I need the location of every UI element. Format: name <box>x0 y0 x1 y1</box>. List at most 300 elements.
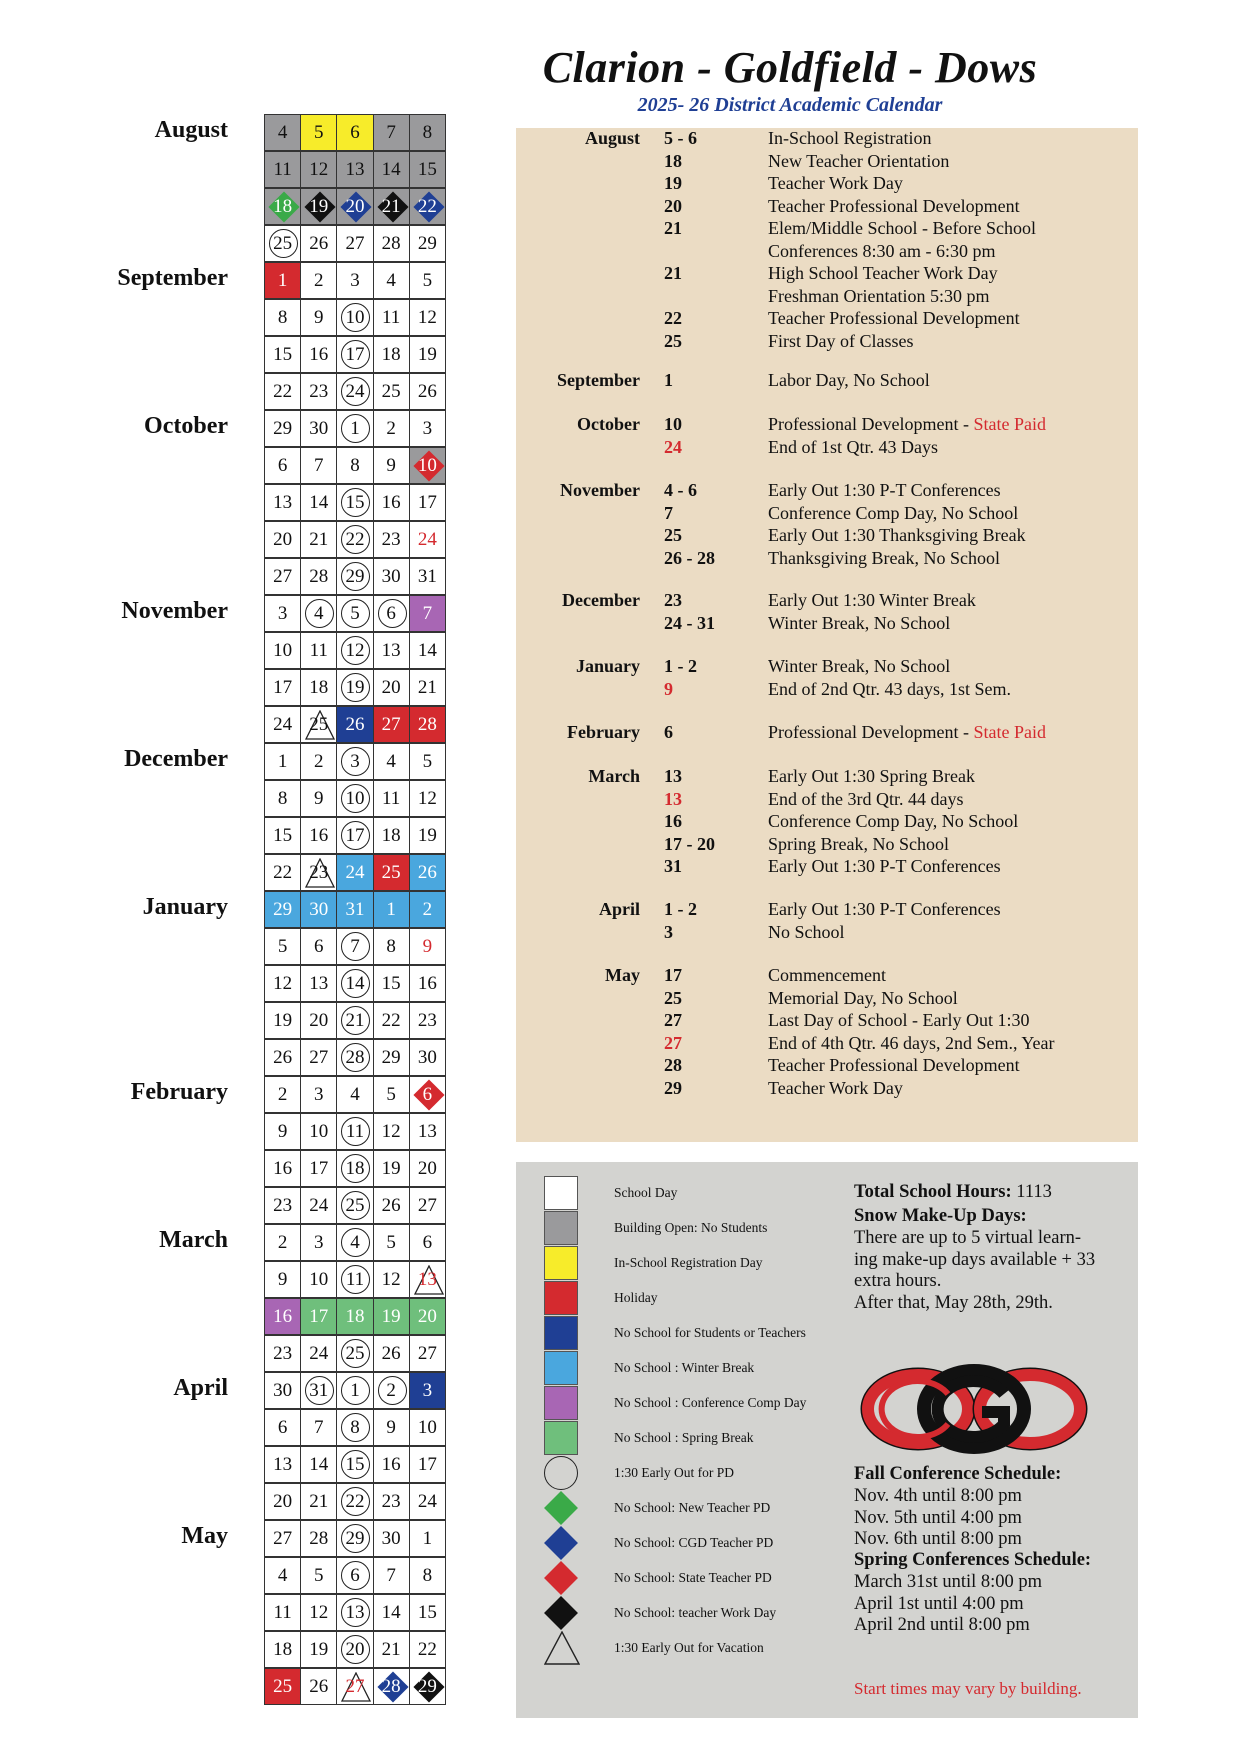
day-number: 15 <box>273 343 293 365</box>
day-number: 12 <box>381 1268 401 1290</box>
day-number: 1 <box>350 417 360 439</box>
calendar-day <box>336 743 373 780</box>
calendar-day <box>300 1594 337 1631</box>
day-number: 7 <box>386 121 396 143</box>
event-date: 19 <box>664 173 682 193</box>
day-number: 12 <box>381 1120 401 1142</box>
day-number: 19 <box>345 676 365 698</box>
calendar-week <box>264 1446 450 1483</box>
day-number: 25 <box>381 861 401 883</box>
legend-item-teacher-work-day <box>544 1596 844 1630</box>
calendar-day <box>300 1002 337 1039</box>
day-number: 3 <box>277 602 288 624</box>
day-number: 8 <box>350 454 360 476</box>
month-label-april: April <box>173 1375 228 1401</box>
calendar-week <box>264 780 450 817</box>
day-number: 3 <box>422 1379 433 1401</box>
event-group-april <box>516 899 1138 944</box>
event-date: 1 - 2 <box>664 899 697 919</box>
calendar-day <box>336 188 373 225</box>
event-text: Early Out 1:30 Winter Break <box>768 590 976 610</box>
calendar-day <box>373 780 410 817</box>
legend-item-conference-comp-day <box>544 1386 844 1420</box>
fall-text <box>854 1486 1022 1551</box>
calendar-week <box>264 151 450 188</box>
calendar-day <box>336 558 373 595</box>
calendar-day <box>409 1483 446 1520</box>
calendar-day <box>300 521 337 558</box>
day-number: 1 <box>277 750 288 772</box>
day-number: 11 <box>345 1268 365 1290</box>
calendar-day <box>264 1372 301 1409</box>
day-number: 29 <box>417 232 437 254</box>
day-number: 31 <box>417 565 437 587</box>
legend-item-early-out-pd <box>544 1456 844 1490</box>
calendar-day <box>409 151 446 188</box>
total-hours <box>854 1182 1052 1203</box>
event-row <box>516 722 1138 745</box>
calendar-day <box>373 299 410 336</box>
event-month: April <box>598 899 640 919</box>
calendar-week <box>264 595 450 632</box>
color-swatch <box>544 1421 578 1455</box>
day-number: 27 <box>345 232 365 254</box>
calendar-day <box>336 410 373 447</box>
calendar-day <box>264 188 301 225</box>
day-number: 19 <box>273 1009 293 1031</box>
event-date: 22 <box>664 308 682 328</box>
event-date: 27 <box>664 1032 682 1053</box>
day-number: 12 <box>309 1601 329 1623</box>
day-number: 17 <box>417 491 437 513</box>
calendar-day <box>264 1668 301 1705</box>
fall-line: Nov. 4th until 8:00 pm <box>854 1486 1022 1506</box>
calendar-day <box>264 521 301 558</box>
day-number: 31 <box>345 898 365 920</box>
calendar-day <box>373 1372 410 1409</box>
calendar-day <box>373 1224 410 1261</box>
legend-label: School Day <box>614 1185 678 1200</box>
day-number: 16 <box>309 343 329 365</box>
legend-item-school-day <box>544 1176 844 1210</box>
day-number: 17 <box>345 824 365 846</box>
fall-line: Nov. 5th until 4:00 pm <box>854 1507 1022 1528</box>
calendar-day <box>336 1224 373 1261</box>
calendar-day <box>300 1039 337 1076</box>
event-description <box>768 437 938 458</box>
calendar-day <box>336 373 373 410</box>
calendar-day <box>336 928 373 965</box>
state-paid-note: State Paid <box>973 414 1046 434</box>
calendar-week <box>264 299 450 336</box>
color-swatch <box>544 1281 578 1315</box>
calendar-week <box>264 1483 450 1520</box>
event-description <box>768 241 995 262</box>
calendar-day <box>264 743 301 780</box>
event-row <box>516 899 1138 922</box>
event-text: Teacher Professional Development <box>768 308 1020 328</box>
day-number: 9 <box>277 1268 288 1290</box>
calendar-day <box>300 1261 337 1298</box>
day-number: 5 <box>422 750 433 772</box>
day-number: 29 <box>345 1527 365 1549</box>
event-text: End of 4th Qtr. 46 days, 2nd Sem., Year <box>768 1032 1055 1053</box>
spring-title-text: Spring Conferences Schedule: <box>854 1550 1092 1570</box>
snow-line: ing make-up days available + 33 <box>854 1249 1096 1270</box>
day-number: 24 <box>309 1342 329 1364</box>
event-text: Early Out 1:30 P-T Conferences <box>768 856 1001 876</box>
calendar-week <box>264 1372 450 1409</box>
day-number: 30 <box>417 1046 437 1068</box>
calendar-week <box>264 891 450 928</box>
day-number: 17 <box>273 676 293 698</box>
calendar-day <box>300 447 337 484</box>
calendar-week <box>264 1557 450 1594</box>
diamond-icon <box>544 1526 578 1560</box>
day-number: 8 <box>277 306 288 328</box>
day-number: 12 <box>309 158 329 180</box>
calendar-day <box>373 965 410 1002</box>
day-number: 26 <box>381 1342 401 1364</box>
calendar-day <box>409 1668 446 1705</box>
event-text: Winter Break, No School <box>768 612 951 633</box>
calendar-day <box>373 1409 410 1446</box>
calendar-day <box>300 1150 337 1187</box>
calendar-week <box>264 114 450 151</box>
day-number: 25 <box>345 1194 365 1216</box>
calendar-day <box>264 410 301 447</box>
event-description <box>768 789 963 810</box>
day-number: 4 <box>386 269 396 291</box>
day-number: 8 <box>277 787 288 809</box>
day-number: 13 <box>417 1120 437 1142</box>
day-number: 30 <box>309 417 329 439</box>
event-date: 24 <box>664 436 682 457</box>
event-description <box>768 128 931 149</box>
event-text: Early Out 1:30 Spring Break <box>768 766 975 786</box>
day-number: 4 <box>314 602 324 624</box>
calendar-day <box>336 1372 373 1409</box>
event-text: Teacher Work Day <box>768 1077 903 1098</box>
day-number: 8 <box>350 1416 360 1438</box>
event-text: Conference Comp Day, No School <box>768 811 1019 831</box>
day-number: 25 <box>381 380 401 402</box>
calendar-day <box>300 706 337 743</box>
event-date: 1 <box>664 370 673 390</box>
calendar-day <box>409 817 446 854</box>
cgd-logo <box>854 1354 1094 1464</box>
calendar-week <box>264 965 450 1002</box>
legend-item-registration-day <box>544 1246 844 1280</box>
month-label-august: August <box>154 117 228 143</box>
event-date: 10 <box>664 414 682 434</box>
calendar-day <box>409 1113 446 1150</box>
calendar-day <box>264 114 301 151</box>
calendar-day <box>300 114 337 151</box>
calendar-day <box>264 1224 301 1261</box>
calendar-day <box>373 558 410 595</box>
calendar-day <box>409 1409 446 1446</box>
day-number: 10 <box>273 639 293 661</box>
total-hours-value: 1113 <box>1011 1182 1052 1202</box>
day-number: 17 <box>417 1453 437 1475</box>
day-number: 6 <box>386 602 396 624</box>
color-swatch <box>544 1211 578 1245</box>
calendar-day <box>336 151 373 188</box>
calendar-day <box>336 1187 373 1224</box>
day-number: 25 <box>345 1342 365 1364</box>
calendar-day <box>300 225 337 262</box>
legend-label: No School : Spring Break <box>614 1430 754 1445</box>
calendar-week <box>264 1113 450 1150</box>
calendar-day <box>300 854 337 891</box>
event-month: March <box>588 766 640 786</box>
calendar-day <box>409 928 446 965</box>
event-description <box>768 480 1001 501</box>
day-number: 10 <box>417 454 437 476</box>
day-number: 20 <box>345 195 365 217</box>
calendar-day <box>264 1298 301 1335</box>
calendar-day <box>409 1150 446 1187</box>
event-date: 25 <box>664 987 682 1008</box>
event-row <box>516 1078 1138 1101</box>
day-number: 31 <box>309 1379 329 1401</box>
calendar-week <box>264 373 450 410</box>
event-description <box>768 856 1001 877</box>
day-number: 28 <box>381 232 401 254</box>
calendar-week <box>264 1187 450 1224</box>
event-text: No School <box>768 921 845 942</box>
day-number: 5 <box>422 269 433 291</box>
day-number: 23 <box>273 1342 293 1364</box>
calendar-day <box>336 1150 373 1187</box>
day-number: 12 <box>345 639 365 661</box>
calendar-day <box>300 336 337 373</box>
event-row <box>516 480 1138 503</box>
day-number: 22 <box>345 1490 365 1512</box>
day-number: 10 <box>309 1268 329 1290</box>
calendar-day <box>300 1076 337 1113</box>
event-description <box>768 173 903 194</box>
day-number: 14 <box>309 1453 329 1475</box>
calendar-day <box>373 706 410 743</box>
day-number: 29 <box>381 1046 401 1068</box>
snow-text <box>854 1228 1095 1314</box>
calendar-day <box>300 928 337 965</box>
legend-label: Holiday <box>614 1290 658 1305</box>
day-number: 22 <box>273 380 293 402</box>
calendar-week <box>264 632 450 669</box>
event-text: In-School Registration <box>768 128 932 148</box>
event-text: End of the 3rd Qtr. 44 days <box>768 788 964 809</box>
calendar-week <box>264 1409 450 1446</box>
calendar-day <box>336 1668 373 1705</box>
day-number: 18 <box>273 1638 293 1660</box>
event-group-september <box>516 370 1138 393</box>
calendar-day <box>373 632 410 669</box>
diamond-icon <box>544 1596 578 1630</box>
event-text: Professional Development - <box>768 414 974 434</box>
calendar-day <box>409 1594 446 1631</box>
calendar-day <box>264 595 301 632</box>
calendar-day <box>373 1631 410 1668</box>
calendar-day <box>373 1483 410 1520</box>
day-number: 27 <box>417 1194 437 1216</box>
calendar-day <box>264 1150 301 1187</box>
day-number: 24 <box>309 1194 329 1216</box>
calendar-day <box>409 1261 446 1298</box>
day-number: 22 <box>417 195 437 217</box>
calendar-day <box>264 780 301 817</box>
event-row <box>516 1033 1138 1056</box>
legend-item-state-teacher-pd <box>544 1561 844 1595</box>
event-date: 9 <box>664 678 673 699</box>
event-description <box>768 1010 1029 1031</box>
day-number: 22 <box>345 528 365 550</box>
event-text: Conference Comp Day, No School <box>768 502 1019 523</box>
circle-icon <box>544 1456 578 1490</box>
diamond-icon <box>544 1561 578 1595</box>
day-number: 5 <box>314 1564 324 1586</box>
day-number: 15 <box>381 972 401 994</box>
calendar-day <box>264 706 301 743</box>
calendar-day <box>336 484 373 521</box>
month-label-may: May <box>181 1523 228 1549</box>
day-number: 10 <box>345 787 365 809</box>
event-description <box>768 263 998 284</box>
event-row <box>516 173 1138 196</box>
event-month: February <box>567 722 640 742</box>
event-description <box>768 811 1018 832</box>
calendar-day <box>300 1483 337 1520</box>
snow-title-text: Snow Make-Up Days: <box>854 1206 1027 1226</box>
day-number: 5 <box>350 602 360 624</box>
event-group-march <box>516 766 1138 879</box>
calendar-week <box>264 447 450 484</box>
day-number: 27 <box>417 1342 437 1364</box>
event-month: May <box>605 965 640 985</box>
calendar-day <box>336 447 373 484</box>
event-row <box>516 656 1138 679</box>
day-number: 14 <box>417 639 437 661</box>
day-number: 27 <box>345 1675 365 1697</box>
day-number: 30 <box>273 1379 293 1401</box>
day-number: 29 <box>273 898 293 920</box>
calendar-week <box>264 1261 450 1298</box>
event-text: First Day of Classes <box>768 330 914 351</box>
event-row <box>516 988 1138 1011</box>
event-text: End of 2nd Qtr. 43 days, 1st Sem. <box>768 678 1011 699</box>
day-number: 26 <box>381 1194 401 1216</box>
event-row <box>516 1055 1138 1078</box>
event-row <box>516 548 1138 571</box>
event-date: 17 <box>664 965 682 985</box>
calendar-day <box>336 632 373 669</box>
event-row <box>516 196 1138 219</box>
event-row <box>516 308 1138 331</box>
triangle-icon <box>544 1631 580 1665</box>
calendar-day <box>264 632 301 669</box>
day-number: 5 <box>386 1231 396 1253</box>
month-label-september: September <box>117 265 228 291</box>
day-number: 26 <box>273 1046 293 1068</box>
calendar-week <box>264 1520 450 1557</box>
day-number: 7 <box>314 1416 324 1438</box>
calendar-day <box>373 1446 410 1483</box>
event-text: New Teacher Orientation <box>768 150 950 171</box>
event-row <box>516 151 1138 174</box>
calendar-day <box>300 632 337 669</box>
calendar-day <box>336 1335 373 1372</box>
event-text: Memorial Day, No School <box>768 987 958 1008</box>
calendar-day <box>409 373 446 410</box>
calendar-day <box>264 1483 301 1520</box>
day-number: 5 <box>314 121 324 143</box>
event-date: 4 - 6 <box>664 480 697 500</box>
calendar-week <box>264 558 450 595</box>
event-row <box>516 263 1138 286</box>
event-row <box>516 834 1138 857</box>
calendar-day <box>409 1187 446 1224</box>
calendar-day <box>264 484 301 521</box>
day-number: 16 <box>273 1157 293 1179</box>
day-number: 7 <box>422 602 433 624</box>
event-description <box>768 196 1020 217</box>
calendar-day <box>409 1076 446 1113</box>
day-number: 3 <box>350 750 360 772</box>
calendar-week <box>264 1298 450 1335</box>
day-number: 14 <box>381 1601 401 1623</box>
calendar-day <box>264 1076 301 1113</box>
calendar-day <box>373 1261 410 1298</box>
calendar-week <box>264 188 450 225</box>
day-number: 10 <box>417 1416 437 1438</box>
day-number: 6 <box>314 935 324 957</box>
day-number: 24 <box>417 528 437 550</box>
calendar-day <box>373 1039 410 1076</box>
day-number: 24 <box>417 1490 437 1512</box>
day-number: 5 <box>386 1083 396 1105</box>
calendar-day <box>264 1594 301 1631</box>
event-text: Labor Day, No School <box>768 370 930 390</box>
day-number: 10 <box>309 1120 329 1142</box>
day-number: 24 <box>345 861 365 883</box>
day-number: 2 <box>314 750 324 772</box>
event-row <box>516 613 1138 636</box>
event-text: Early Out 1:30 P-T Conferences <box>768 899 1001 919</box>
day-number: 16 <box>417 972 437 994</box>
calendar-day <box>300 817 337 854</box>
day-number: 24 <box>345 380 365 402</box>
day-number: 20 <box>273 1490 293 1512</box>
calendar-day <box>300 1372 337 1409</box>
event-description <box>768 965 886 986</box>
event-description <box>768 331 914 352</box>
calendar-day <box>264 336 301 373</box>
day-number: 12 <box>417 787 437 809</box>
calendar-week <box>264 521 450 558</box>
calendar-day <box>300 1631 337 1668</box>
calendar-day <box>300 743 337 780</box>
day-number: 20 <box>381 676 401 698</box>
day-number: 22 <box>273 861 293 883</box>
day-number: 23 <box>417 1009 437 1031</box>
event-text: Early Out 1:30 Thanksgiving Break <box>768 525 1026 545</box>
day-number: 9 <box>277 1120 288 1142</box>
calendar-day <box>300 1187 337 1224</box>
day-number: 26 <box>309 232 329 254</box>
event-date: 25 <box>664 525 682 545</box>
